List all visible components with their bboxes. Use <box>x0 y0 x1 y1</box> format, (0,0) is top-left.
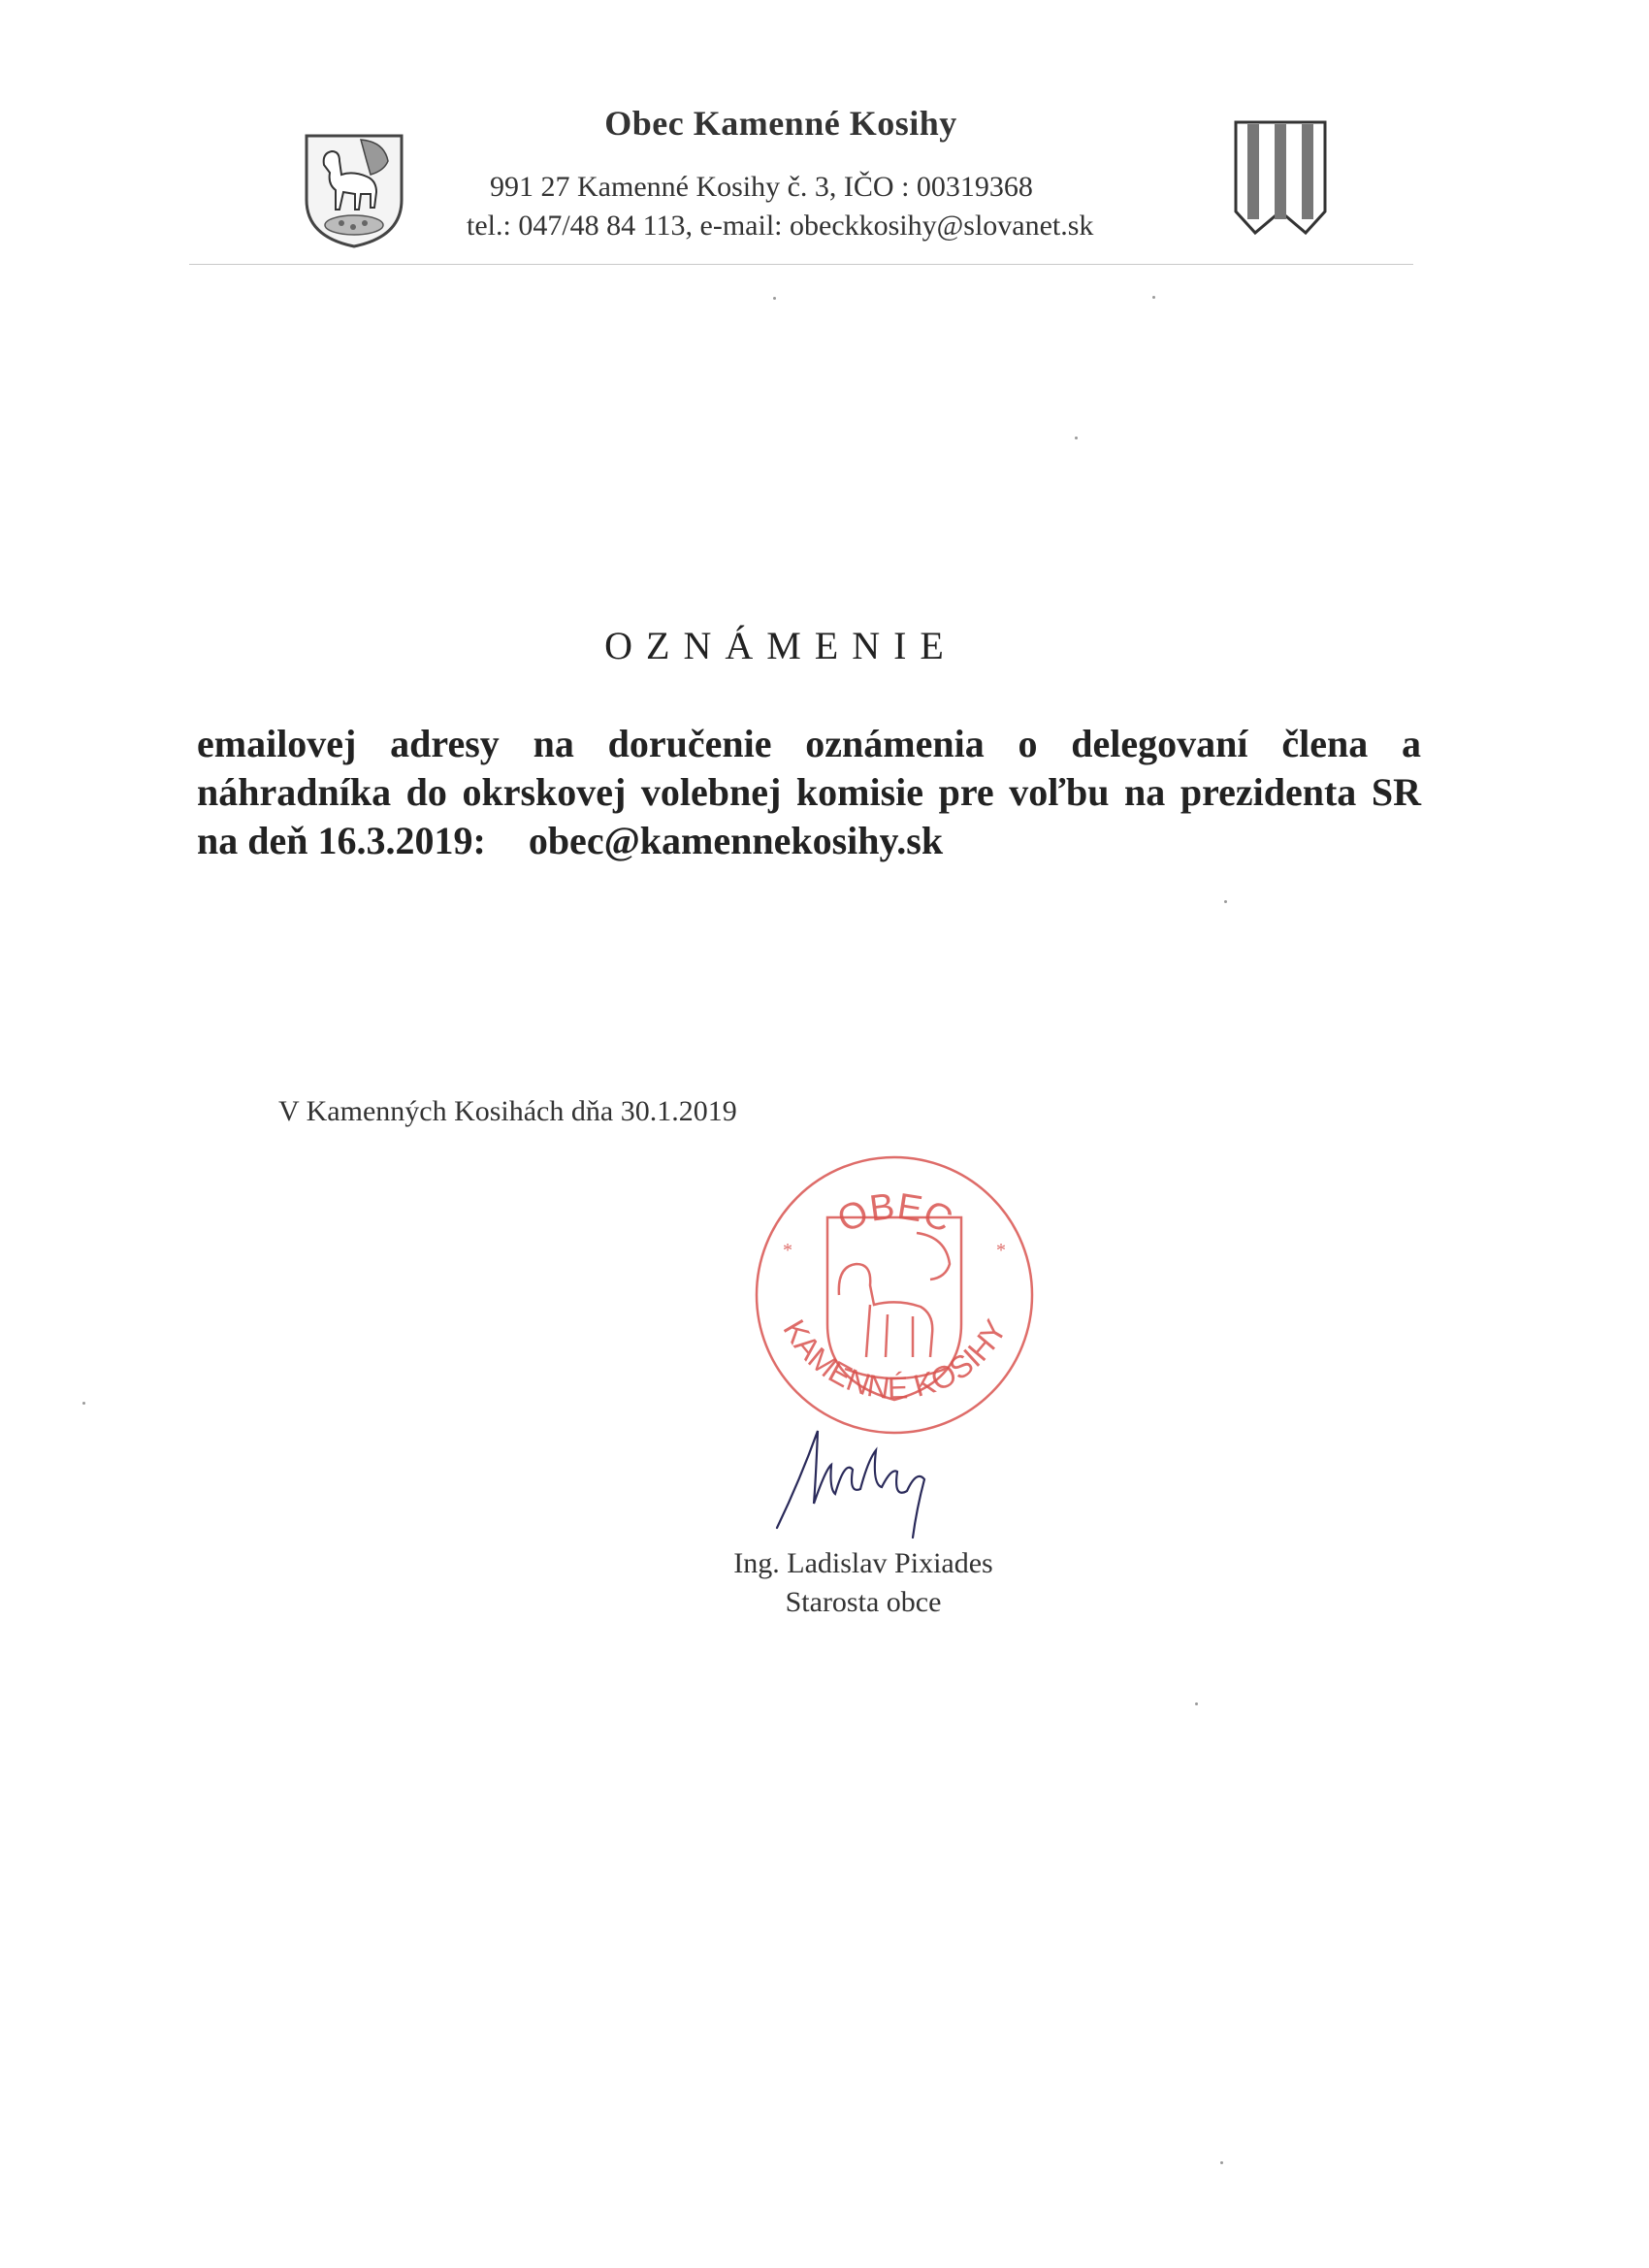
scan-speck <box>82 1402 85 1405</box>
stamp-text-bottom: KAMENNÉ KOSIHY <box>776 1313 1014 1406</box>
coat-of-arms-icon <box>303 132 405 250</box>
svg-text:*: * <box>996 1240 1006 1261</box>
announcement-email: obec@kamennekosihy.sk <box>528 819 944 862</box>
scan-speck <box>773 297 776 300</box>
scan-speck <box>1195 1702 1198 1705</box>
stamp-text-top: OBEC <box>831 1185 959 1242</box>
scan-speck <box>1075 437 1078 439</box>
flag-emblem-icon <box>1232 118 1329 241</box>
announcement-body <box>197 720 1421 865</box>
organization-name: Obec Kamenné Kosihy <box>604 104 957 143</box>
scan-speck <box>1224 900 1227 903</box>
signatory-role: Starosta obce <box>785 1586 942 1618</box>
announcement-text: emailovej adresy na doručenie oznámenia o delegovaní člena a náhradníka do okrskovej volebnej komisie pre voľbu na prezidenta SR na deň 16.3.2019: <box>197 722 1421 862</box>
scan-speck <box>1152 296 1155 299</box>
header-divider <box>189 264 1413 265</box>
contact-line: tel.: 047/48 84 113, e-mail: obeckkosihy@slovanet.sk <box>467 210 1094 242</box>
scan-speck <box>1220 2161 1223 2164</box>
place-and-date: V Kamenných Kosihách dňa 30.1.2019 <box>278 1095 737 1127</box>
svg-text:*: * <box>783 1240 792 1261</box>
signature <box>771 1411 965 1547</box>
address-line: 991 27 Kamenné Kosihy č. 3, IČO : 00319368 <box>490 171 1033 203</box>
official-stamp <box>742 1150 1048 1445</box>
document-title: OZNÁMENIE <box>604 624 957 667</box>
signatory-name: Ing. Ladislav Pixiades <box>733 1547 993 1579</box>
